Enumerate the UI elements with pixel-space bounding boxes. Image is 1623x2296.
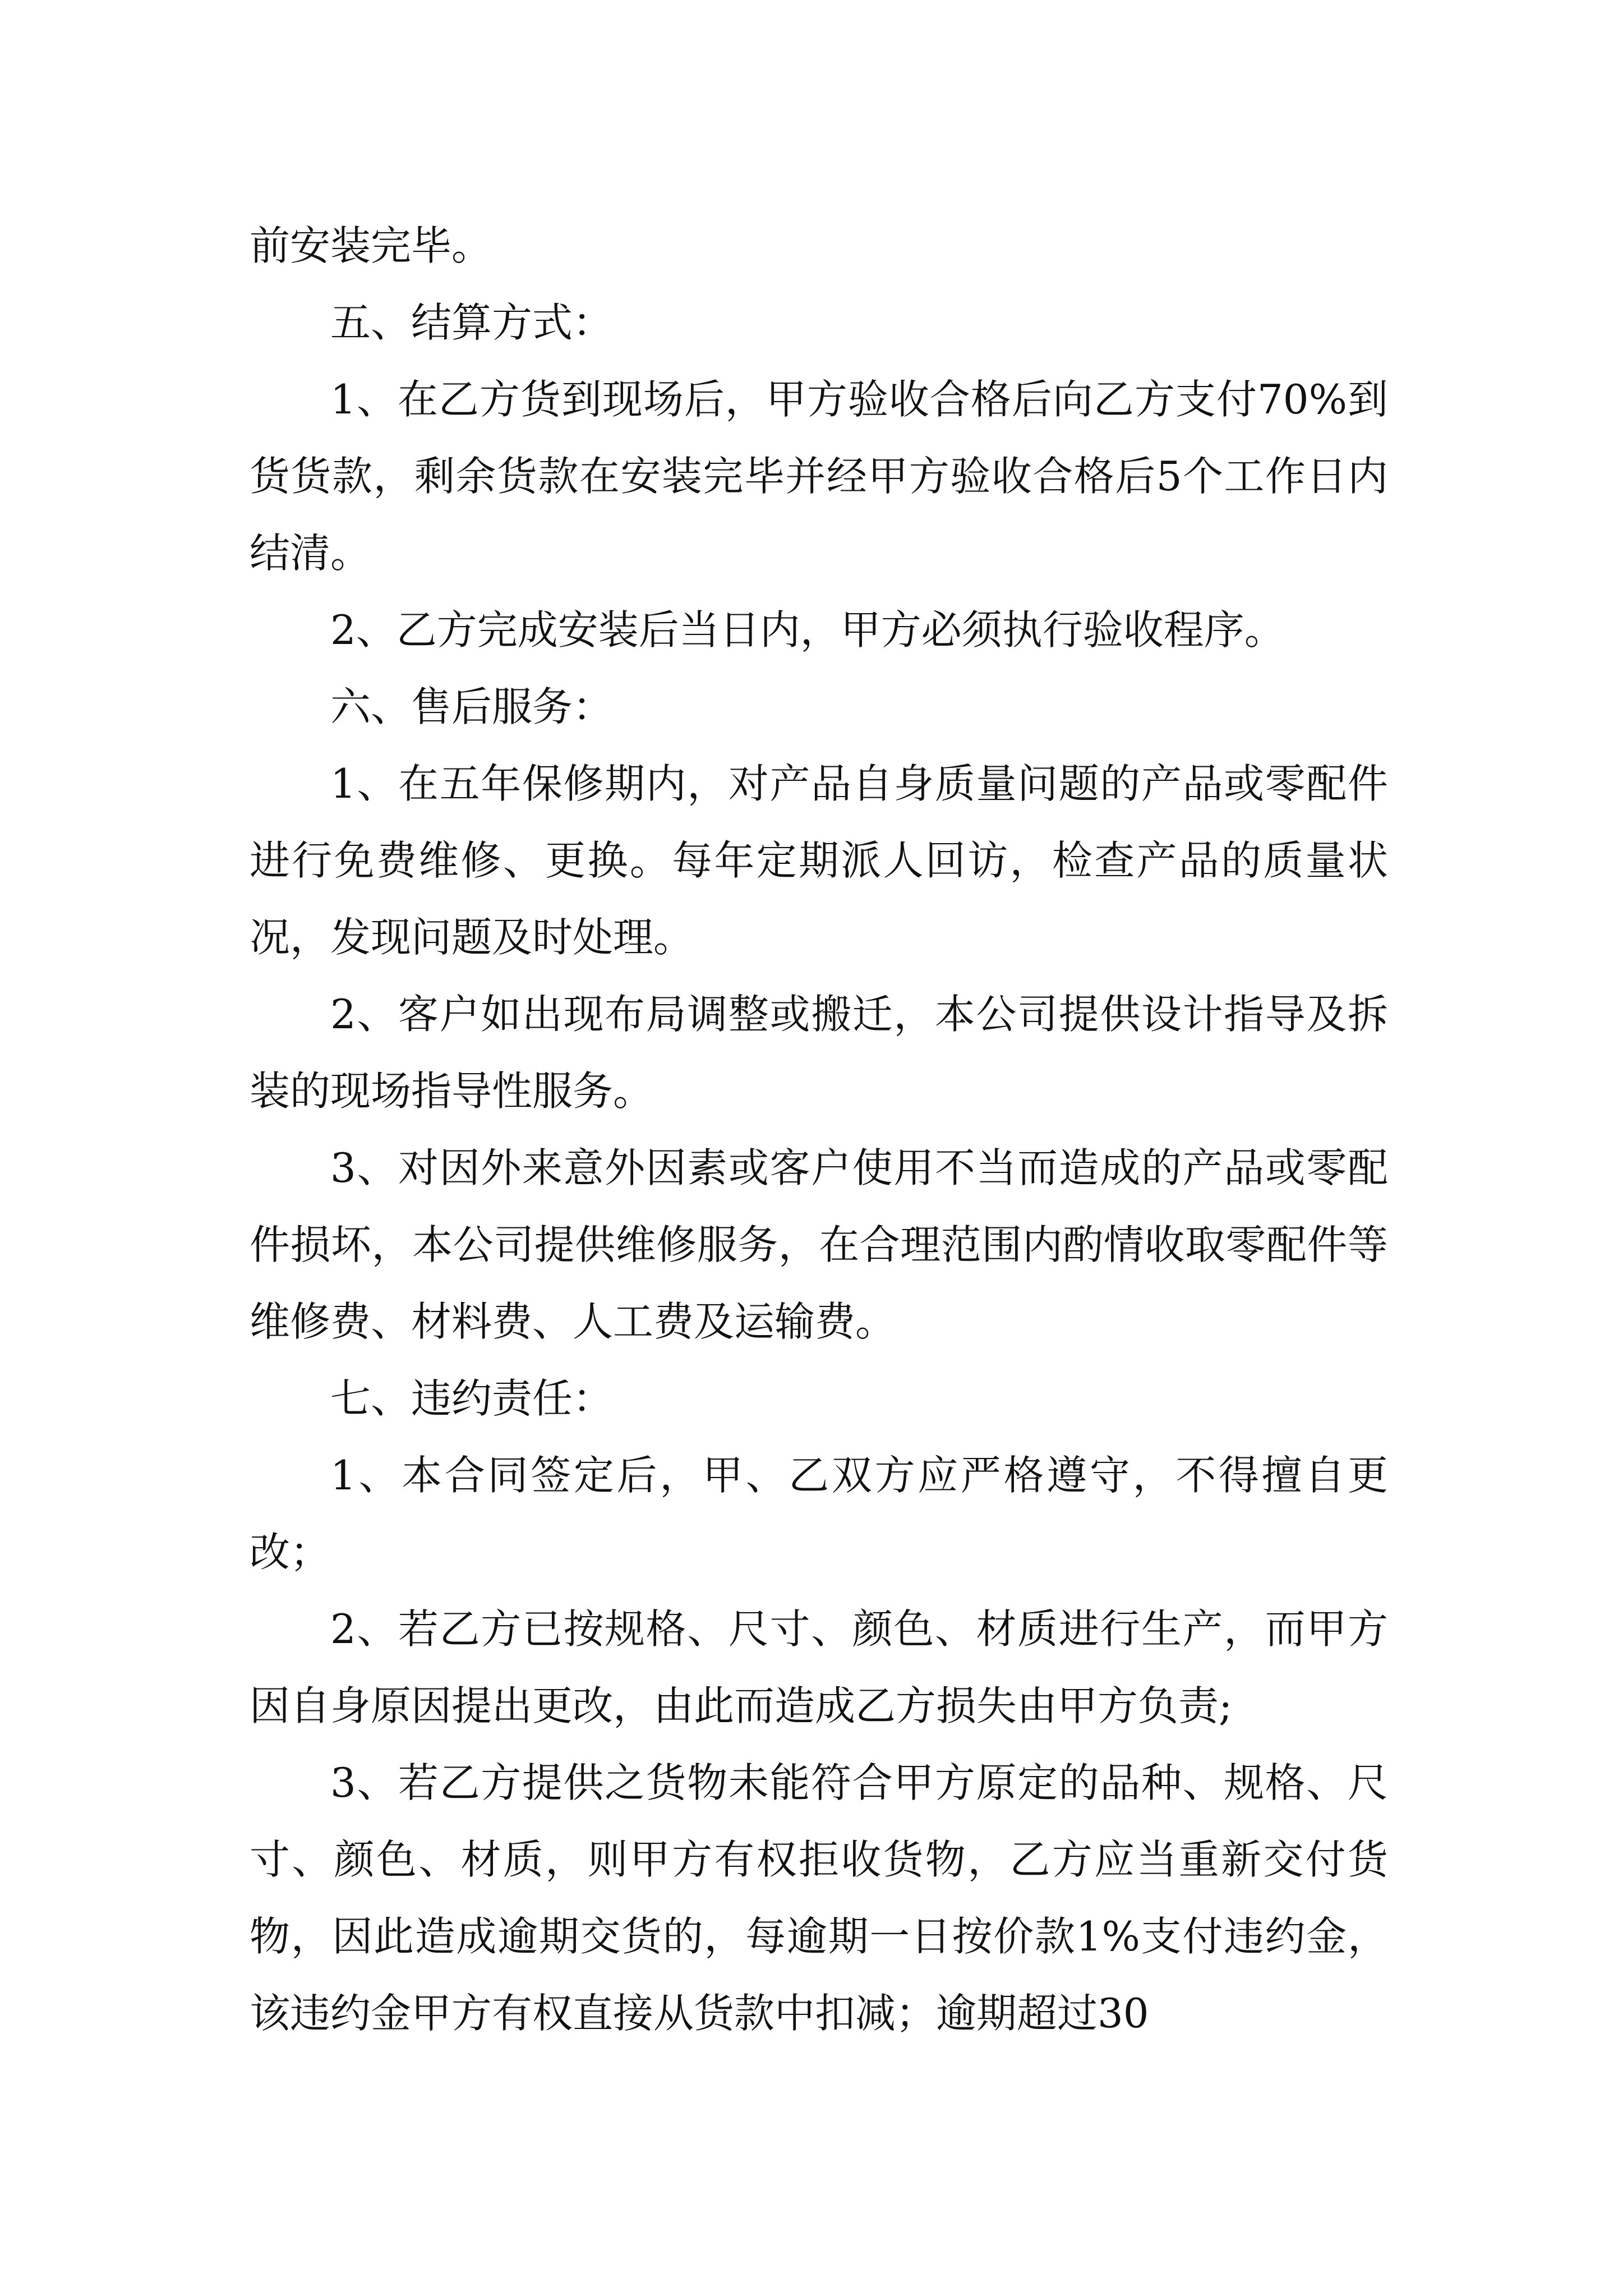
paragraph-after-sales-2: 2、客户如出现布局调整或搬迁，本公司提供设计指导及拆装的现场指导性服务。 [250,991,1388,1115]
paragraph-continuation: 前安装完毕。 [250,222,492,269]
paragraph-liability-2: 2、若乙方已按规格、尺寸、颜色、材质进行生产，而甲方因自身原因提出更改，由此而造成乙方损失由甲方负责; [250,1605,1388,1729]
paragraph-liability-3: 3、若乙方提供之货物未能符合甲方原定的品种、规格、尺寸、颜色、材质，则甲方有权拒收货物，乙方应当重新交付货物，因此造成逾期交货的，每逾期一日按价款1%支付违约金，该违约金甲方有权直接从货款中扣减；逾期超过30 [250,1759,1388,2037]
paragraph-after-sales-3: 3、对因外来意外因素或客户使用不当而造成的产品或零配件损坏，本公司提供维修服务，在合理范围内酌情收取零配件等维修费、材料费、人工费及运输费。 [250,1144,1388,1345]
paragraph-settlement-2: 2、乙方完成安装后当日内，甲方必须执行验收程序。 [330,606,1285,654]
section-heading-liability: 七、违约责任： [330,1375,614,1422]
paragraph-settlement-1: 1、在乙方货到现场后，甲方验收合格后向乙方支付70%到货货款，剩余货款在安装完毕并经甲方验收合格后5个工作日内结清。 [250,376,1388,577]
section-heading-settlement: 五、结算方式： [330,299,614,346]
document-body [250,208,1388,2052]
paragraph-liability-1: 1、本合同签定后，甲、乙双方应严格遵守，不得擅自更改； [250,1452,1388,1576]
paragraph-after-sales-1: 1、在五年保修期内，对产品自身质量问题的产品或零配件进行免费维修、更换。每年定期派人回访，检查产品的质量状况，发现问题及时处理。 [250,760,1388,961]
section-heading-after-sales: 六、售后服务： [330,683,614,730]
